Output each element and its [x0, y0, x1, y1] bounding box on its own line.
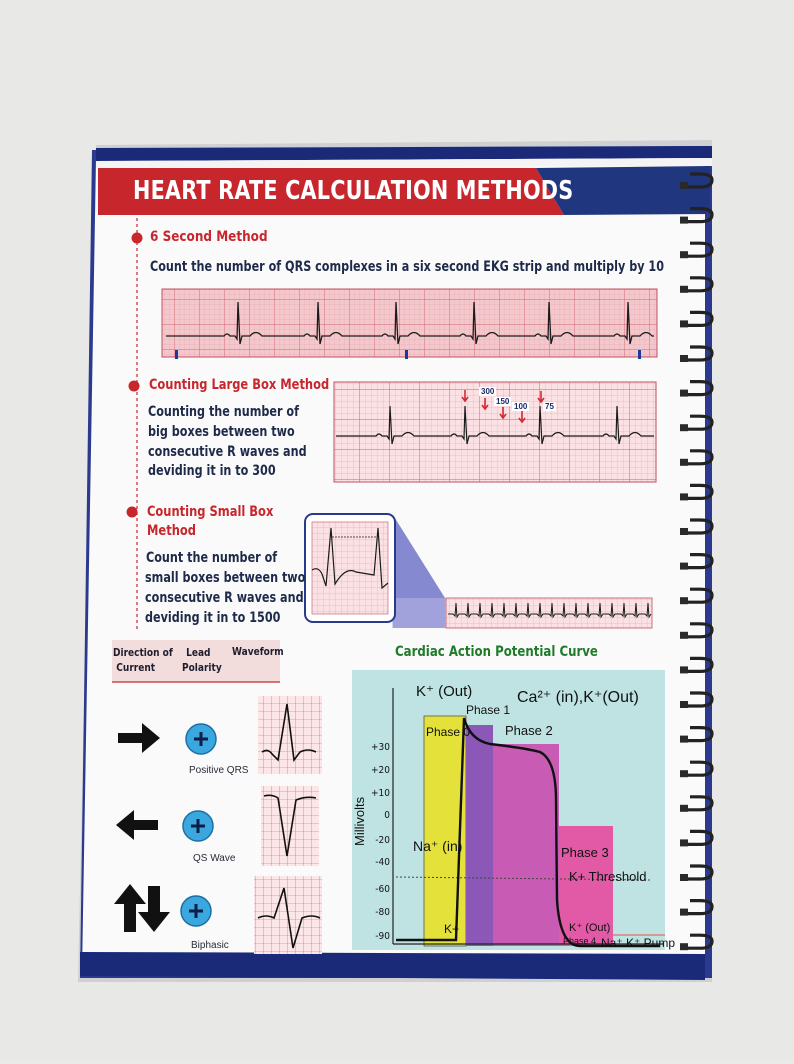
page-title: HEART RATE CALCULATION METHODS [133, 176, 574, 206]
punch-hole [680, 355, 688, 362]
punch-hole [680, 597, 688, 604]
punch-hole [680, 909, 688, 916]
punch-hole [680, 528, 688, 535]
method-body: consecutive R waves and [148, 444, 307, 460]
table-header: Direction of Current [113, 646, 173, 674]
method-heading: Method [147, 523, 196, 539]
bullet-dot [132, 233, 143, 244]
phase-label: Phase 4 [563, 936, 597, 946]
method-heading: Counting Large Box Method [149, 377, 330, 393]
bullet-dot [127, 507, 138, 518]
waveform-positive-qrs [258, 696, 322, 774]
punch-hole [680, 424, 688, 431]
punch-hole [680, 217, 688, 224]
punch-hole [680, 493, 688, 500]
plus-circle-icon [181, 896, 211, 926]
punch-hole [680, 736, 688, 743]
method-heading: 6 Second Method [150, 229, 268, 245]
method-body: small boxes between two [145, 570, 306, 586]
y-tick-label: +20 [371, 765, 390, 776]
punch-hole [680, 390, 688, 397]
plus-circle-icon [183, 811, 213, 841]
box-marker-label: 75 [545, 402, 554, 411]
punch-hole [680, 182, 688, 189]
y-tick-label: -40 [375, 857, 390, 868]
phase-label: Phase 2 [505, 723, 553, 738]
method-body: big boxes between two [148, 424, 295, 440]
y-axis-label: Millivolts [352, 796, 367, 846]
punch-hole [680, 770, 688, 777]
punch-hole [680, 320, 688, 327]
punch-hole [680, 839, 688, 846]
phase1-bar [466, 725, 493, 946]
box-marker-label: 150 [496, 397, 510, 406]
method-body: deviding it in to 300 [148, 463, 276, 479]
row-label: Biphasic [191, 940, 229, 951]
y-tick-label: -60 [375, 884, 390, 895]
ion-label: Ca²⁺ (in),K⁺(Out) [517, 689, 639, 706]
method-body: Counting the number of [148, 404, 299, 420]
phase-label: Phase 0 [426, 725, 471, 739]
row-label: QS Wave [193, 853, 236, 864]
punch-hole [680, 632, 688, 639]
method-body: Count the number of QRS complexes in a six second EKG strip and multiply by 10 [150, 259, 664, 275]
table-header: Waveform [232, 645, 284, 658]
punch-hole [680, 874, 688, 881]
punch-hole [680, 805, 688, 812]
row-label: Positive QRS [189, 765, 249, 776]
ion-label: K+ [444, 922, 460, 936]
chart-title: Cardiac Action Potential Curve [395, 644, 598, 660]
box-marker-label: 300 [481, 387, 495, 396]
y-tick-label: -20 [375, 835, 390, 846]
waveform-qs-wave [261, 786, 319, 866]
table-header: Lead Polarity [182, 646, 222, 674]
plus-circle-icon [186, 724, 216, 754]
method-body: consecutive R waves and [145, 590, 304, 606]
ion-label: Na⁺ (in) [413, 838, 463, 854]
punch-hole [680, 563, 688, 570]
y-tick-label: -90 [375, 931, 390, 942]
waveform-biphasic [254, 876, 322, 954]
ion-label: K⁺ (Out) [569, 922, 611, 934]
punch-hole [680, 701, 688, 708]
y-tick-label: +30 [371, 742, 390, 753]
method-body: deviding it in to 1500 [145, 610, 281, 626]
phase-label: Phase 1 [466, 703, 511, 717]
y-tick-label: 0 [384, 810, 390, 821]
ion-label: K⁺ (Out) [416, 683, 473, 700]
threshold-label: K+ Threshold [569, 869, 647, 884]
method-body: Count the number of [146, 550, 278, 566]
bullet-dot [129, 381, 140, 392]
y-tick-label: +10 [371, 788, 390, 799]
ecg-strip-six-second [162, 289, 657, 359]
y-tick-label: -80 [375, 907, 390, 918]
bottom-band [80, 952, 705, 980]
punch-hole [680, 666, 688, 673]
method-heading: Counting Small Box [147, 504, 274, 520]
punch-hole [680, 943, 688, 950]
box-marker-label: 100 [514, 402, 528, 411]
phase-label: Phase 3 [561, 845, 609, 860]
phase2-bar [493, 744, 559, 946]
punch-hole [680, 286, 688, 293]
punch-hole [680, 459, 688, 466]
pump-label: Na⁺ K⁺ Pump [601, 936, 676, 950]
punch-hole [680, 251, 688, 258]
